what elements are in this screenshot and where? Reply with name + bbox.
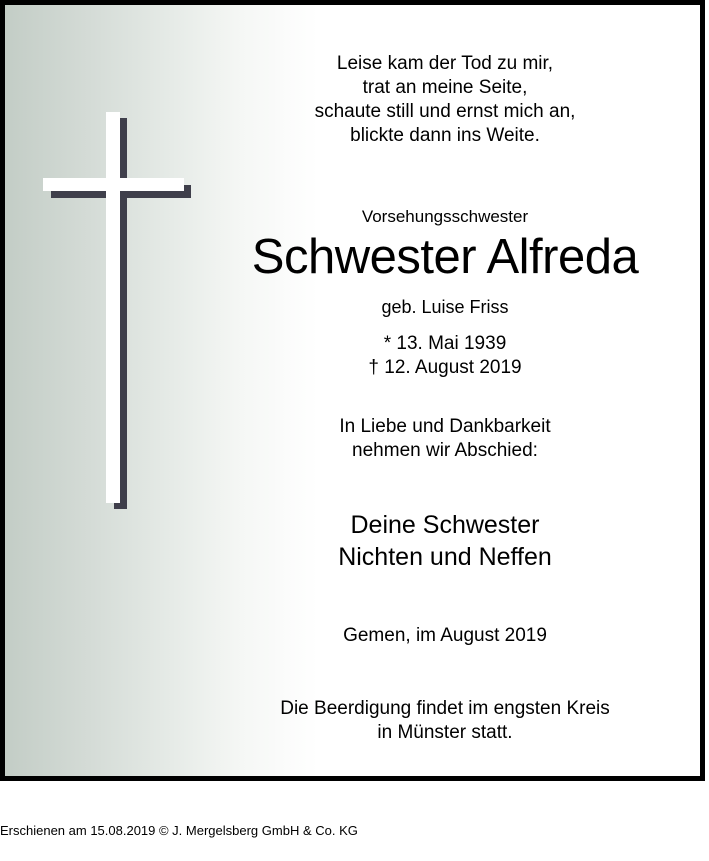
farewell-line-1: In Liebe und Dankbarkeit: [339, 416, 551, 437]
funeral-line-2: in Münster statt.: [377, 722, 513, 743]
cross-icon: [5, 5, 205, 525]
farewell-line-2: nehmen wir Abschied:: [352, 440, 538, 461]
poem-line-2: trat an meine Seite,: [362, 77, 528, 98]
birth-date: * 13. Mai 1939: [383, 333, 507, 354]
religious-title: Vorsehungsschwester: [361, 207, 529, 226]
place-and-date: Gemen, im August 2019: [343, 625, 547, 646]
mourners-line-1: Deine Schwester: [350, 511, 540, 539]
deceased-name: Schwester Alfreda: [251, 230, 639, 284]
poem-line-1: Leise kam der Tod zu mir,: [336, 53, 554, 74]
cross-horizontal-beam: [43, 178, 184, 191]
death-date: † 12. August 2019: [368, 357, 522, 378]
poem-line-4: blickte dann ins Weite.: [350, 125, 540, 146]
poem-line-3: schaute still und ernst mich an,: [314, 101, 576, 122]
mourners-line-2: Nichten und Neffen: [338, 543, 552, 571]
cross-vertical-beam: [106, 112, 120, 503]
funeral-line-1: Die Beerdigung findet im engsten Kreis: [280, 698, 610, 719]
birth-name: geb. Luise Friss: [381, 297, 509, 317]
publication-footer: Erschienen am 15.08.2019 © J. Mergelsberg GmbH & Co. KG: [0, 823, 358, 838]
